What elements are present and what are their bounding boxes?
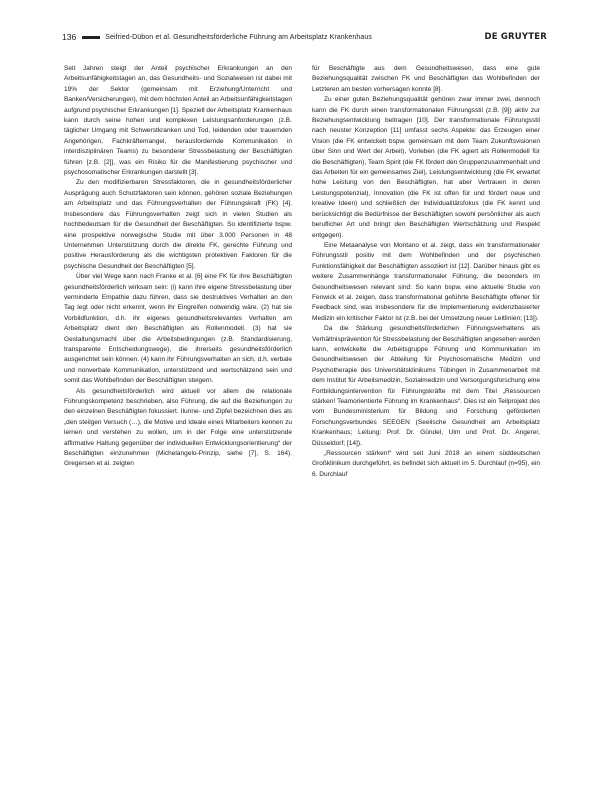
paragraph: Als gesundheitsförderlich wird aktuell vor allem die relationale Führungskompetenz beschrieben, also Führung, die auf die Beziehungen zu den einzelnen Beschäftigten fokussiert. Ilunne- und Zipfel bezeichnen dies als „den steilgen Versuch (…), die Motive und Ideale eines Mitarbeiters kennen zu lernen und verstehen zu wollen, um in der Folge eine unterstützende affirmative Haltung gegenüber der individuellen Entwicklungsorientierung“ der Beschäftigten einzunehmen (Michelangelo-Prinzip, siehe [7], S. 164). Gregersen et al. zeigten (64, 387, 292, 468)
running-title: Seifried-Dübon et al. Gesundheitsförderliche Führung am Arbeitsplatz Krankenhaus (105, 33, 372, 41)
header-rule (82, 36, 100, 39)
paragraph: für Beschäftigte aus dem Gesundheitswesen, dass eine gute Beziehungsqualität zwischen FK und Beschäftigten das Wohlbefinden der Letzteren am besten vorhersagen konnte [8]. (312, 65, 540, 93)
page-number: 136 (62, 32, 77, 42)
left-column (64, 64, 292, 470)
paragraph: „Ressourcen stärken!“ wird seit Juni 2018 an einem süddeutschen Großklinikum durchgeführt, es befindet sich aktuell im 5. Durchlauf (n=95), ein 6. Durchlauf (312, 450, 540, 478)
paragraph: Zu den modifizierbaren Stressfaktoren, die in gesundheitsförderlicher Ausprägung auch Schutzfaktoren sein können, gehören soziale Beziehungen am Arbeitsplatz und das Führungsverhalten der Führungskraft (FK) [4]. Insbesondere das Führungsverhalten zeigt sich in vielen Studien als hochbedeutsam für die Gesundheit der Beschäftigten. So identifizierte bspw. eine prospektive norwegische Studie mit über 3.000 Personen in 48 Unternehmen Unterstützung durch die direkte FK, gerechte Führung und positive Herausforderung als die wichtigsten protektiven Faktoren für die psychische Gesundheit der Beschäftigten [5]. (64, 179, 292, 270)
paragraph: Eine Metaanalyse von Montano et al. zeigt, dass ein transformationaler Führungsstil positiv mit dem Wohlbefinden und der psychischen Funktionsfähigkeit der Beschäftigten assoziiert ist [12]. Darüber hinaus gibt es weitere Zusammenhänge transformationaler Führung, die besonders im Gesundheitswesen relevant sind: So kann bspw. eine aktuelle Studie von Fenwick et al. zeigen, dass transformational geführte Beschäftigte offener für Feedback sind, was insbesondere für die Implementierung evidenzbasierter Medizin ein kritischer Faktor ist (z.B. bei der Umsetzung neuer Leitlinien; [13]). (312, 241, 540, 322)
paragraph: Da die Stärkung gesundheitsförderlichen Führungsverhaltens als Verhältnisprävention für Stressbelastung der Beschäftigten angesehen werden kann, entwickelte die Arbeitsgruppe Führung und Kommunikation im Gesundheitswesen der Abteilung für Psychosomatische Medizin und Psychotherapie des Universitätsklinikums Tübingen in Zusammenarbeit mit dem Institut für Arbeitsmedizin, Sozialmedizin und Versorgungsforschung eine Fortbildungsintervention für Führungskräfte mit dem Titel „Ressourcen stärken! Teamorientierte Führung im Krankenhaus“. Dies ist ein Teilprojekt des vom Bundesministerium für Bildung und Forschung geförderten Forschungsverbundes SEEGEN (Seelische Gesundheit am Arbeitsplatz Krankenhaus; Leitung: Prof. Dr. Gündel, Ulm und Prof. Dr. Angerer, Düsseldorf; [14]). (312, 325, 540, 447)
paragraph: Zu einer guten Beziehungsqualität gehören zwar immer zwei, dennoch kann die FK durch einen transformationalen Führungsstil (z.B. [9]) aktiv zur Beziehungsentwicklung beitragen [10]. Der transformationale Führungsstil nach neuster Konzeption [11] umfasst sechs Aspekte: das Erzeugen einer Vision (die FK entwickelt bspw. gemeinsam mit dem Team Zukunftsvisionen über Sinn und Wert der Arbeit), Vorleben (die FK agiert als Rollenmodell für die Beschäftigten), Team Spirit (die FK fördert den Gruppenzusammenhalt und das Arbeiten für ein gemeinsames Ziel), Leistungsentwicklung (die FK erwartet hohe Leistung von den Beschäftigten, hat aber Vertrauen in deren Leistungspotenzial), Innovation (die FK ist offen für und fördert neue und kreative Ideen) und schließlich der Individualitätsfokus (die FK kennt und berücksichtigt die Bedürfnisse der Beschäftigten sowohl persönlicher als auch beruflicher Art und bringt den Beschäftigten Wertschätzung und Respekt entgegen). (312, 96, 540, 239)
publisher-logo: DE GRUYTER (484, 32, 547, 42)
running-header (62, 30, 547, 44)
paragraph: Seit Jahren steigt der Anteil psychischer Erkrankungen an den Arbeitsunfähigkeitstagen an, das Gesundheits- und Sozialwesen ist dabei mit 19% der Sektor (gemeinsam mit Erziehung/Unterricht und Banken/Versicherungen), mit dem höchsten Anteil an Arbeitsunfähigkeitstagen aufgrund psychischer Erkrankungen [1]. Speziell der Arbeitsplatz Krankenhaus kann durch seine hohen und komplexen Leistungsanforderungen (z.B. täglicher Umgang mit Schwerstkranken und Tod, leidenden oder trauernden Angehörigen, Fachkräftemangel, herausfordernde Kommunikation in interdisziplinären Teams) zu besonderer Stressbelastung der Beschäftigten führen [z.B. [2]], was ein Risiko für die Manifestierung psychischer und psychosomatischer Erkrankungen darstellt [3]. (64, 65, 292, 177)
paragraph: Über viel Wege kann nach Franke et al. [6] eine FK für ihre Beschäftigten gesundheitsförderlich wirksam sein: (i) kann ihre eigene Stressbelastung über verminderte Empathie dazu führen, dass sie destruktives Verhalten an den Tag legt oder nicht erkennt, wenn ihr Eingreifen notwendig wäre. (2) hat sie Vorbildfunktion, d.h. ihr eigenes gesundheitsrelevantes Verhalten am Arbeitsplatz dient den Beschäftigten als Rollenmodell. (3) hat sie Gestaltungsmacht über die Arbeitsbedingungen (z.B. Standardisierung, transparente Entscheidungswege), die ihrerseits gesundheitsförderlich ausgerichtet sein können. (4) kann ihr Führungsverhalten an sich, d.h. verbale und nonverbale Kommunikation, unterstützend und wertschätzend sein und somit das Wohlbefinden der Beschäftigten steigern. (64, 273, 292, 385)
right-column (312, 64, 540, 480)
